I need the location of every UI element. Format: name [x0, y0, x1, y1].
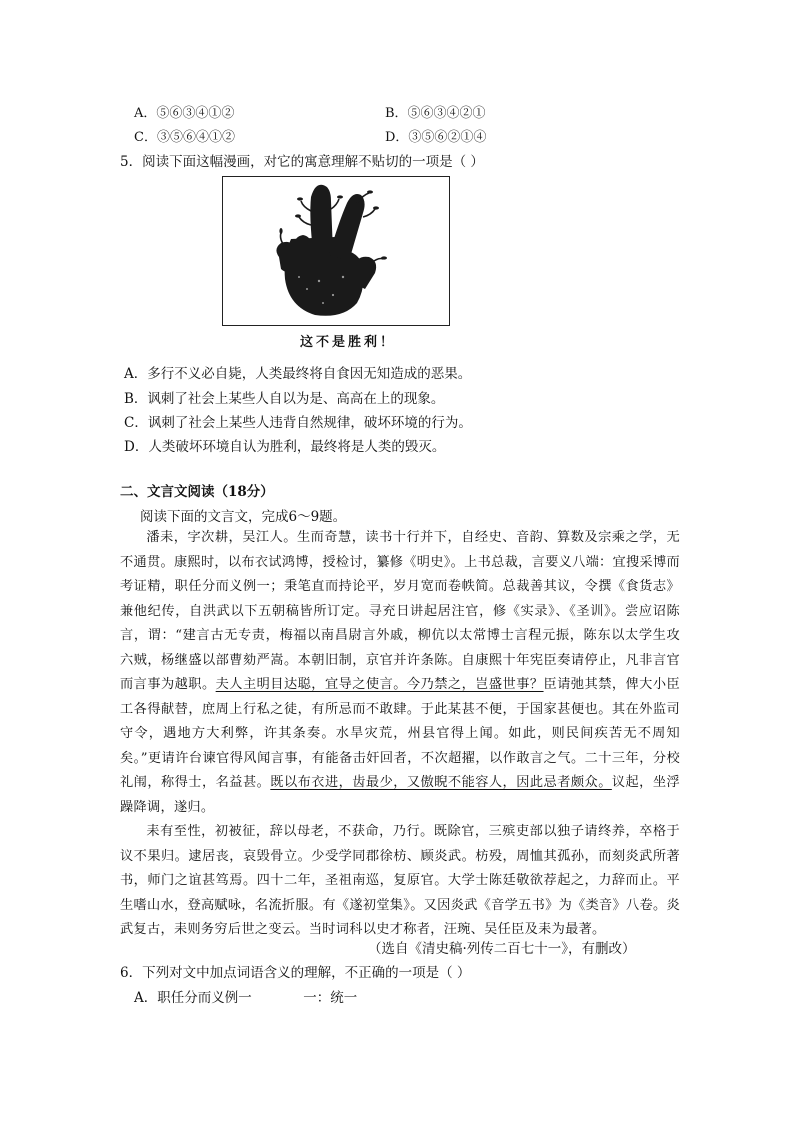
section-intro: 阅读下面的文言文，完成6～9题。 — [140, 509, 347, 525]
q5-choice-d: D．人类破坏环境自认为胜利，最终将是人类的毁灭。 — [124, 439, 446, 455]
q5-choice-b: B．讽刺了社会上某些人自以为是、高高在上的现象。 — [124, 391, 445, 407]
passage-paragraph-1 — [120, 526, 680, 820]
q4-option-b: B．⑤⑥③④②① — [385, 106, 486, 121]
section-title: 二、文言文阅读（18分） — [120, 484, 274, 500]
passage-paragraph-2: 耒有至性，初被征，辞以母老，不获命，乃行。既除官，三殡吏部以独子请终养，卒格于议不果归。逮居丧，哀毁骨立。少受学同郡徐枋、顾炎武。枋殁，周恤其孤孙，而刻炎武所著书，师门之谊甚笃焉。四十二年，圣祖南巡，复原官。大学士陈廷敬欲荐起之，力辞而止。平生嗜山水，登高赋咏，名流折服。有《遂初堂集》。又因炎武《音学五书》为《类音》八卷。炎武复古，耒则务穷后世之变云。当时词科以史才称者，汪琬、吴任臣及耒为最著。 — [120, 824, 680, 937]
cartoon-image — [222, 176, 450, 326]
q4-option-d: D．③⑤⑥②①④ — [385, 130, 487, 145]
q5-choice-a: A．多行不义必自毙，人类最终将自食因无知造成的恶果。 — [124, 366, 472, 382]
q5-stem: 5．阅读下面这幅漫画，对它的寓意理解不贴切的一项是（ ） — [120, 154, 484, 170]
hand-victory-icon — [223, 177, 449, 325]
passage-text: 臣请弛其禁，俾大小臣工各得献替，庶周上行私之徒，有所忌而不敢肆。于此某甚不便，于国家甚便也。其在外监司守令，遇地方大利弊，许其条奏。水旱灾荒，州县官得上闻。如此，则民间疾苦无不周知矣。”更请许台谏官得风闻言事，有能备击奸回者，不次超擢，以作敢言之气。二十三年，分校礼闱，称得士，名益甚。 — [120, 677, 680, 790]
q6-stem: 6．下列对文中加点词语含义的理解，不正确的一项是（ ） — [120, 965, 471, 981]
passage-text: 议起，坐浮躁降调，遂归。 — [120, 775, 680, 815]
q6-choice-a: A．职任分而义例一 一：统一 — [134, 990, 358, 1006]
q4-option-a: A．⑤⑥③④①② — [134, 106, 235, 121]
passage-text: 潘耒，字次耕，吴江人。生而奇慧，读书十行并下，自经史、音韵、算数及宗乘之学，无不通贯。康熙时，以布衣试鸿博，授检讨，纂修《明史》。上书总裁，言要义八端：宜搜采博而考证精，职任分而义例一；秉笔直而持论平，岁月宽而卷帙简。总裁善其议，令撰《食货志》兼他纪传，自洪武以下五朝稿皆所订定。寻充日讲起居注官，修《实录》、《圣训》。尝应诏陈言，谓：“建言古无专责，梅福以南昌尉言外戚，柳伉以太常博士言程元振，陈东以太学生攻六贼，杨继盛以部曹劾严嵩。本朝旧制，京官并许条陈。自康熙十年宪臣奏请停止，凡非言官而言事为越职。 — [120, 530, 680, 692]
q5-choice-c: C．讽刺了社会上某些人违背自然规律，破坏环境的行为。 — [124, 415, 472, 431]
passage-source: （选自《清史稿·列传二百七十一》，有删改） — [368, 941, 636, 957]
underlined-sentence-1: 夫人主明目达聪，宜导之使言。今乃禁之，岂盛世事？ — [215, 677, 544, 692]
classical-passage — [120, 526, 680, 943]
underlined-sentence-2: 既以布衣进，齿最少，又傲睨不能容人，因此忌者颇众。 — [270, 775, 612, 790]
q4-option-c: C．③⑤⑥④①② — [134, 130, 235, 145]
cartoon-caption: 这不是胜利！ — [300, 335, 397, 350]
